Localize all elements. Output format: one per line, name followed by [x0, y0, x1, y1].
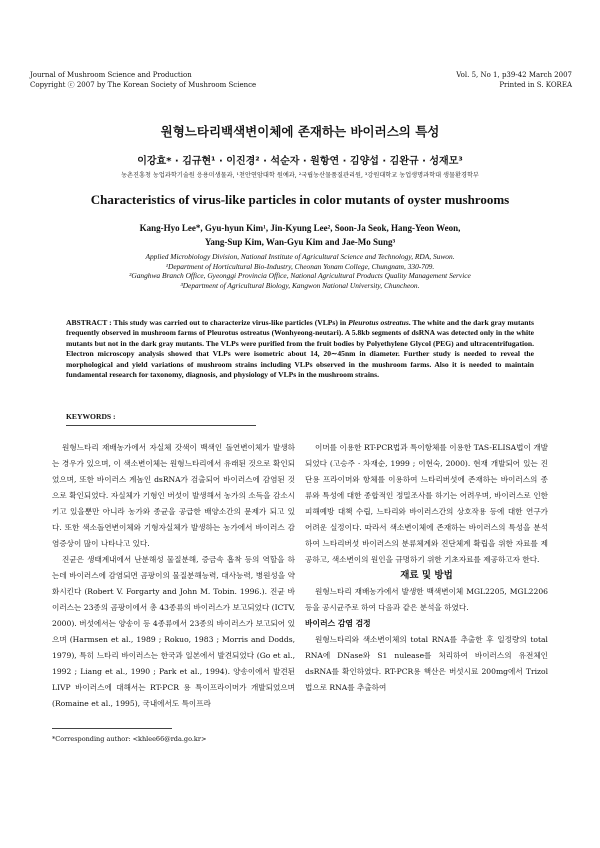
affiliation-line: ³Department of Agricultural Biology, Kangwon National University, Chuncheon. — [180, 280, 420, 290]
intro-paragraph-1: 원형느타리 재배농가에서 자실체 갓색이 백색인 돌연변이체가 발생하는 경우가 있으며, 이 색소변이체는 원형느타리에서 유래된 것으로 확인되었으며, 또한 바이러스 계놈인 dsRNA가 검출되어 바이러스에 감염된 것으로 확인되었다. 자실체가 기형인 버섯이 발생해서 농가의 소득을 감소시키고 있을뿐만 아니라 농가와 종균을 공급한 배양소간의 문제가 되고 있다. 또한 색소돌연변이체와 기형자실체가 발생하는 농가에서 바이러스 감염증상이 많이 나타나고 있다. — [52, 443, 295, 548]
english-title: Characteristics of virus-like particles in color mutants of oyster mushrooms — [90, 192, 510, 207]
abstract — [66, 318, 534, 380]
journal-header-right — [456, 70, 572, 90]
body-left-column — [52, 440, 295, 712]
footnote-divider — [52, 728, 172, 729]
copyright-line: Copyright ⓒ 2007 by The Korean Society of Mushroom Science — [30, 81, 257, 89]
abstract-label: ABSTRACT : — [66, 318, 112, 327]
methods-paragraph-2: 원형느타리와 색소변이체의 total RNA를 추출한 후 일정량의 total RNA에 DNase와 S1 nulease를 처리하여 바이러스의 유전체인 dsRNA를 확인하였다. RT-PCR용 핵산은 버섯시료 200mg에서 Trizol법으로 RNA를 추출하여 — [305, 635, 548, 692]
intro-paragraph-2: 진균은 생태계내에서 난분해성 물질분해, 증금속 흡착 등의 역할을 하는데 바이러스에 감염되면 곰팡이의 물질분해능력, 대사능력, 병원성을 약화시킨다 (Robert V. Forgarty and John M. Tobin. 1996.). 진균 바이러스는 23종의 곰팡이에서 총 43종류의 바이러스가 보고되었다 (ICTV, 2000). 버섯에서는 양송이 등 4종류에서 23종의 바이러스가 보고되어 있으며 (Harmsen et al., 1989 ; Rokuo, 1983 ; Morris and Dodds, 1979), 특히 느타리 바이러스는 한국과 일본에서 발견되었다 (Go et al., 1992 ; Liang et al., 1990 ; Park et al., 1994). 양송이에서 발견된 LIVP 바이러스에 대해서는 RT-PCR 용 특이프라이머가 개발되었으며 (Romaine et al., 1995), 국내에서도 특이프라 — [52, 555, 296, 708]
english-authors-line1: Kang-Hyo Lee*, Gyu-hyun Kim¹, Jin-Kyung Lee², Soon-Ja Seok, Hang-Yeon Weon, — [139, 223, 461, 233]
virus-detection-subheading: 바이러스 감염 검정 — [305, 619, 371, 628]
korean-authors: 이강효* · 김규현¹ · 이진경² · 석순자 · 원항연 · 김양섭 · 김완규 · 성재모³ — [137, 156, 463, 167]
keywords-divider — [66, 425, 256, 426]
affiliation-line: ²Ganghwa Branch Office, Gyeonggi Provincia Office, National Agricultural Products Quality Management Service — [129, 271, 471, 280]
volume-info: Vol. 5, No 1, p39-42 March 2007 — [456, 71, 572, 79]
body-right-column — [305, 440, 548, 696]
abstract-text-start: This study was carried out to characterize virus-like particles (VLPs) in — [111, 318, 349, 327]
affiliation-line: Applied Microbiology Division, National Institute of Agricultural Science and Technology, RDA, Suwon. — [145, 252, 455, 261]
abstract-text-rest: . The white and the dark gray mutants frequently observed in mushroom farms of Pleurotus ostreatus (Wonhyeong-neutari). A 5.8kb segments of dsRNA was detected only in the white mutants but not in the dark gray mutants. The VLPs were purified from the fruit bodies by Polyethylene Glycol (PEG) and ultracentrifugation. Electron microscopy analysis showed that VLPs were isometric about 14, 20∼45nm in diameter. Further study is needed to reveal the morphological and yield variations of mushroom strains including VLPs observed in the mushroom farms. Also it is needed to maintain fundamental research for taxonomy, diagnosis, and physiology of VLPs in the mushroom strains. — [66, 318, 534, 380]
korean-title: 원형느타리백색변이체에 존재하는 바이러스의 특성 — [160, 124, 440, 139]
english-affiliations — [0, 252, 600, 290]
intro-paragraph-3: 이머를 이용한 RT-PCR법과 특이항체를 이용한 TAS-ELISA법이 개발되었다 (고승주 · 차재순, 1999 ; 이현숙, 2000). 현재 개발되어 있는 진단용 프라이머와 항체를 이용하여 느타리버섯에 존재하는 바이러스의 종류와 특성에 대한 종합적인 정밀조사를 하기는 어려우며, 바이러스로 인한 피해예방 대책 수립, 느타리와 바이러스간의 상호작용 등에 대한 연구가 어려운 실정이다. 따라서 색소변이체에 존재하는 바이러스의 특성을 분석하여 느타리버섯 바이러스의 분류체계와 진단체계 확립을 위한 자료를 제공하고, 색소변이의 원인을 규명하기 위한 기초자료를 제공하고자 한다. — [305, 443, 548, 564]
english-authors-line2: Yang-Sup Kim, Wan-Gyu Kim and Jae-Mo Sung³ — [204, 236, 396, 247]
methods-heading: 재료 및 방법 — [400, 570, 453, 581]
methods-paragraph-1: 원형느타리 재배농가에서 발생한 백색변이체 MGL2205, MGL2206 등을 공시균주로 하여 다음과 같은 분석을 하였다. — [305, 587, 548, 612]
affiliation-line: ¹Department of Horticultural Bio-Industry, Cheonan Yonam College, Chungnam, 330-709. — [165, 261, 435, 271]
korean-affiliations: 농촌진흥청 농업과학기술원 응용미생물과, ¹천안연암대학 원예과, ²국립농산물품질관리원, ³강원대학교 농업생명과학대 생물환경학부 — [121, 172, 479, 179]
journal-header-left — [30, 70, 256, 90]
english-authors — [0, 222, 600, 249]
abstract-species: Pleurotus ostreatus — [348, 318, 409, 327]
corresponding-author-footnote: *Corresponding author: <khlee66@rda.go.kr> — [52, 735, 207, 743]
keywords-label: KEYWORDS : — [66, 412, 116, 421]
journal-name: Journal of Mushroom Science and Production — [30, 71, 192, 79]
printed-info: Printed in S. KOREA — [499, 81, 572, 89]
